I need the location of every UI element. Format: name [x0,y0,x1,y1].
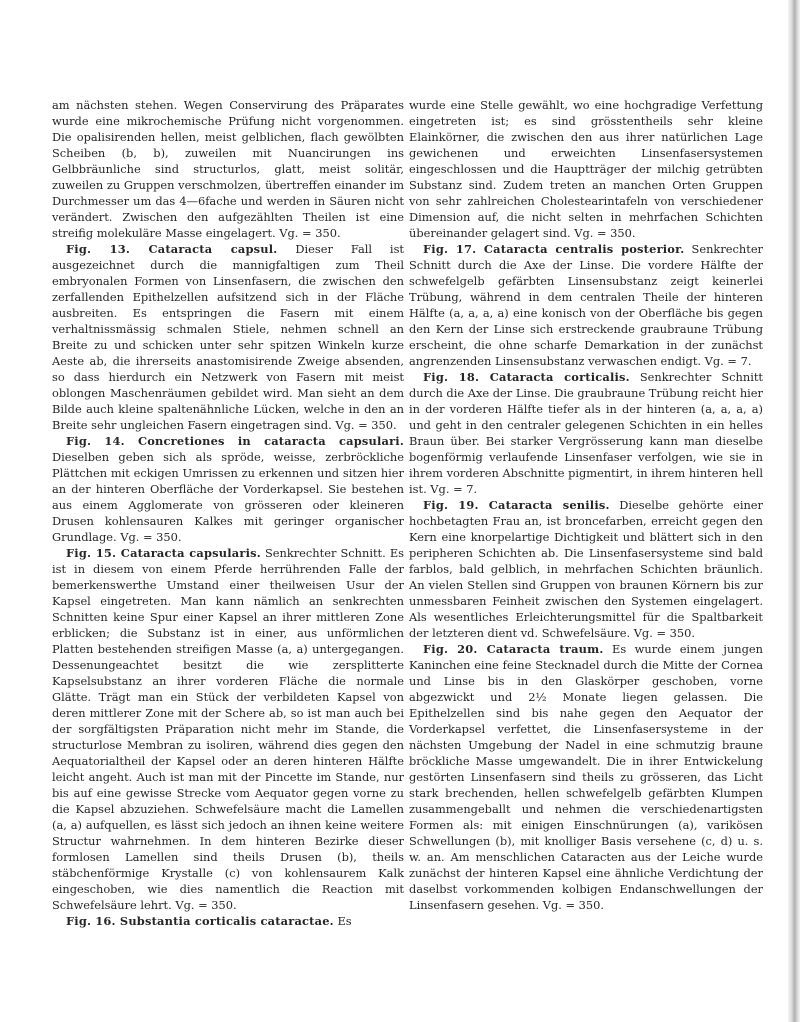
right-column [409,97,763,913]
figure-label: Fig. 19. Cataracta senilis. [423,498,610,512]
figure-label: Fig. 18. Cataracta corticalis. [423,370,630,384]
figure-entry [409,497,763,641]
figure-text: Senkrechter Schnitt durch die Axe der Linse. Die graubraune Trübung reicht hier in der vorderen Hälfte tiefer als in der hinteren (a, a, a, a) und geht in den centraler gelegenen Schichten in ein helles Braun über. Bei starker Vergrösserung kann man dieselbe bogenförmig verlaufende Linsenfaser verfolgen, wie sie in ihrem vorderen Abschnitte pigmentirt, in ihrem hinteren hell ist. Vg. = 7. [409,370,764,496]
figure-text: Dieselben geben sich als spröde, weisse, zerbröckliche Plättchen mit eckigen Umrissen zu erkennen und sitzen hier an der hinteren Oberfläche der Vorderkapsel. Sie bestehen aus einem Agglomerate von grösseren oder kleineren Drusen kohlensauren Kalkes mit geringer organischer Grundlage. Vg. = 350. [52,450,404,544]
figure-label: Fig. 16. Substantia corticalis cataractae. [66,914,334,928]
left-column [52,97,404,929]
figure-entry [409,369,763,497]
figure-text: Senkrechter Schnitt. Es ist in diesem von einem Pferde herrührenden Falle der bemerkenswerthe Umstand einer theilweisen Usur der Kapsel eingetreten. Man kann nämlich an senkrechten Schnitten keine Spur einer Kapsel an ihrer mittleren Zone erblicken; die Substanz ist in einer, aus unförmlichen Platten bestehenden streifigen Masse (a, a) untergegangen. Dessenungeachtet besitzt die wie zersplitterte Kapselsubstanz an ihrer vorderen Fläche die normale Glätte. Trägt man ein Stück der verbildeten Kapsel von deren mittlerer Zone mit der Schere ab, so ist man auch bei der sorgfältigsten Präparation nicht mehr im Stande, die structurlose Membran zu isoliren, während dies gegen den Aequatorialtheil der Kapsel oder an deren hinteren Hälfte leicht angeht. Auch ist man mit der Pincette im Stande, nur bis auf eine gewisse Strecke vom Aequator gegen vorne zu die Kapsel abzuziehen. Schwefelsäure macht die Lamellen (a, a) aufquellen, es lässt sich jedoch an ihnen keine weitere Structur wahrnehmen. In dem hinteren Bezirke dieser formlosen Lamellen sind theils Drusen (b), theils stäbchenförmige Krystalle (c) von kohlensaurem Kalk eingeschoben, wie dies namentlich die Reaction mit Schwefelsäure lehrt. Vg. = 350. [52,546,404,912]
figure-text: Es wurde einem jungen Kaninchen eine feine Stecknadel durch die Mitte der Cornea und Linse bis in den Glaskörper geschoben, vorne abgezwickt und 2½ Monate liegen gelassen. Die Epithelzellen sind bis nahe gegen den Aequator der Vorderkapsel verfettet, die Linsenfasersysteme in der nächsten Umgebung der Nadel in eine schmutzig braune bröckliche Masse umgewandelt. Die in ihrer Entwickelung gestörten Linsenfasern sind theils zu grösseren, das Licht stark brechenden, hellen schwefelgelb gefärbten Klumpen zusammengeballt und nehmen die verschiedenartigsten Formen als: mit einigen Einschnürungen (a), varikösen Schwellungen (b), mit knolliger Basis versehene (c, d) u. s. w. an. Am menschlichen Cataracten aus der Leiche wurde zunächst der hinteren Kapsel eine ähnliche Verdichtung der daselbst vorkommenden kolbigen Endanschwellungen der Linsenfasern gesehen. Vg. = 350. [409,642,763,912]
continuation-text: wurde eine Stelle gewählt, wo eine hochgradige Verfettung eingetreten ist; es sind grösstentheils sehr kleine Elainkörner, die zwischen den aus ihrer natürlichen Lage gewichenen und erweichten Linsenfasersystemen eingeschlossen und die Hauptträger der milchig getrübten Substanz sind. Zudem treten an manchen Orten Gruppen von sehr zahlreichen Cholestearintafeln von verschiedener Dimension auf, die nicht selten in mehrfachen Schichten übereinander gelagert sind. Vg. = 350. [409,98,763,240]
figure-label: Fig. 13. Cataracta capsul. [66,242,278,256]
figure-label: Fig. 20. Cataracta traum. [423,642,604,656]
figure-entry [409,641,763,913]
figure-entry [52,913,404,929]
figure-entry [52,433,404,545]
figure-label: Fig. 14. Concretiones in cataracta capsulari. [66,434,404,448]
figure-text: Es [333,914,352,928]
paragraph [52,97,404,241]
continuation-text: am nächsten stehen. Wegen Conservirung des Präparates wurde eine mikrochemische Prüfung nicht vorgenommen. Die opalisirenden hellen, meist gelblichen, flach gewölbten Scheiben (b, b), zuweilen mit Nuancirungen ins Gelbbräunliche sind structurlos, glatt, meist solitär, zuweilen zu Gruppen verschmolzen, übertreffen einander im Durchmesser um das 4—6fache und werden in Säuren nicht verändert. Zwischen den aufgezählten Theilen ist eine streifig molekuläre Masse eingelagert. Vg. = 350. [52,98,404,240]
book-edge [788,0,800,1022]
figure-entry [52,241,404,433]
paragraph [409,97,763,241]
figure-entry [52,545,404,913]
figure-entry [409,241,763,369]
figure-text: Senkrechter Schnitt durch die Axe der Linse. Die vordere Hälfte der schwefelgelb gefärbten Linsensubstanz zeigt keinerlei Trübung, während in dem centralen Theile der hinteren Hälfte (a, a, a, a) eine konisch von der Oberfläche bis gegen den Kern der Linse sich erstreckende graubraune Trübung erscheint, die ohne scharfe Demarkation in der zunächst angrenzenden Linsensubstanz verwaschen endigt. Vg. = 7. [409,242,763,368]
figure-text: Dieser Fall ist ausgezeichnet durch die mannigfaltigen zum Theil embryonalen Formen von Linsenfasern, die zwischen den zerfallenden Epithelzellen aufsitzend sich in der Fläche ausbreiten. Es entspringen die Fasern mit einem verhaltnissmässig schmalen Stiele, nehmen schnell an Breite zu und schicken unter sehr spitzen Winkeln kurze Aeste ab, die ihrerseits anastomisirende Zweige absenden, so dass hierdurch ein Netzwerk von Fasern mit meist oblongen Maschenräumen gebildet wird. Man sieht an dem Bilde auch kleine spaltenähnliche Lücken, welche in den an Breite sehr ungleichen Fasern eingetragen sind. Vg. = 350. [52,242,405,432]
figure-label: Fig. 17. Cataracta centralis posterior. [423,242,685,256]
figure-label: Fig. 15. Cataracta capsularis. [66,546,261,560]
figure-text: Dieselbe gehörte einer hochbetagten Frau an, ist broncefarben, erreicht gegen den Kern eine knorpelartige Dichtigkeit und blättert sich in den peripheren Schichten ab. Die Linsenfasersysteme sind bald farblos, bald gelblich, in mehrfachen Schichten bräunlich. An vielen Stellen sind Gruppen von braunen Körnern bis zur unmessbaren Feinheit zwischen den Systemen eingelagert. Als wesentliches Erleichterungsmittel für die Spaltbarkeit der letzteren dient vd. Schwefelsäure. Vg. = 350. [409,498,763,640]
